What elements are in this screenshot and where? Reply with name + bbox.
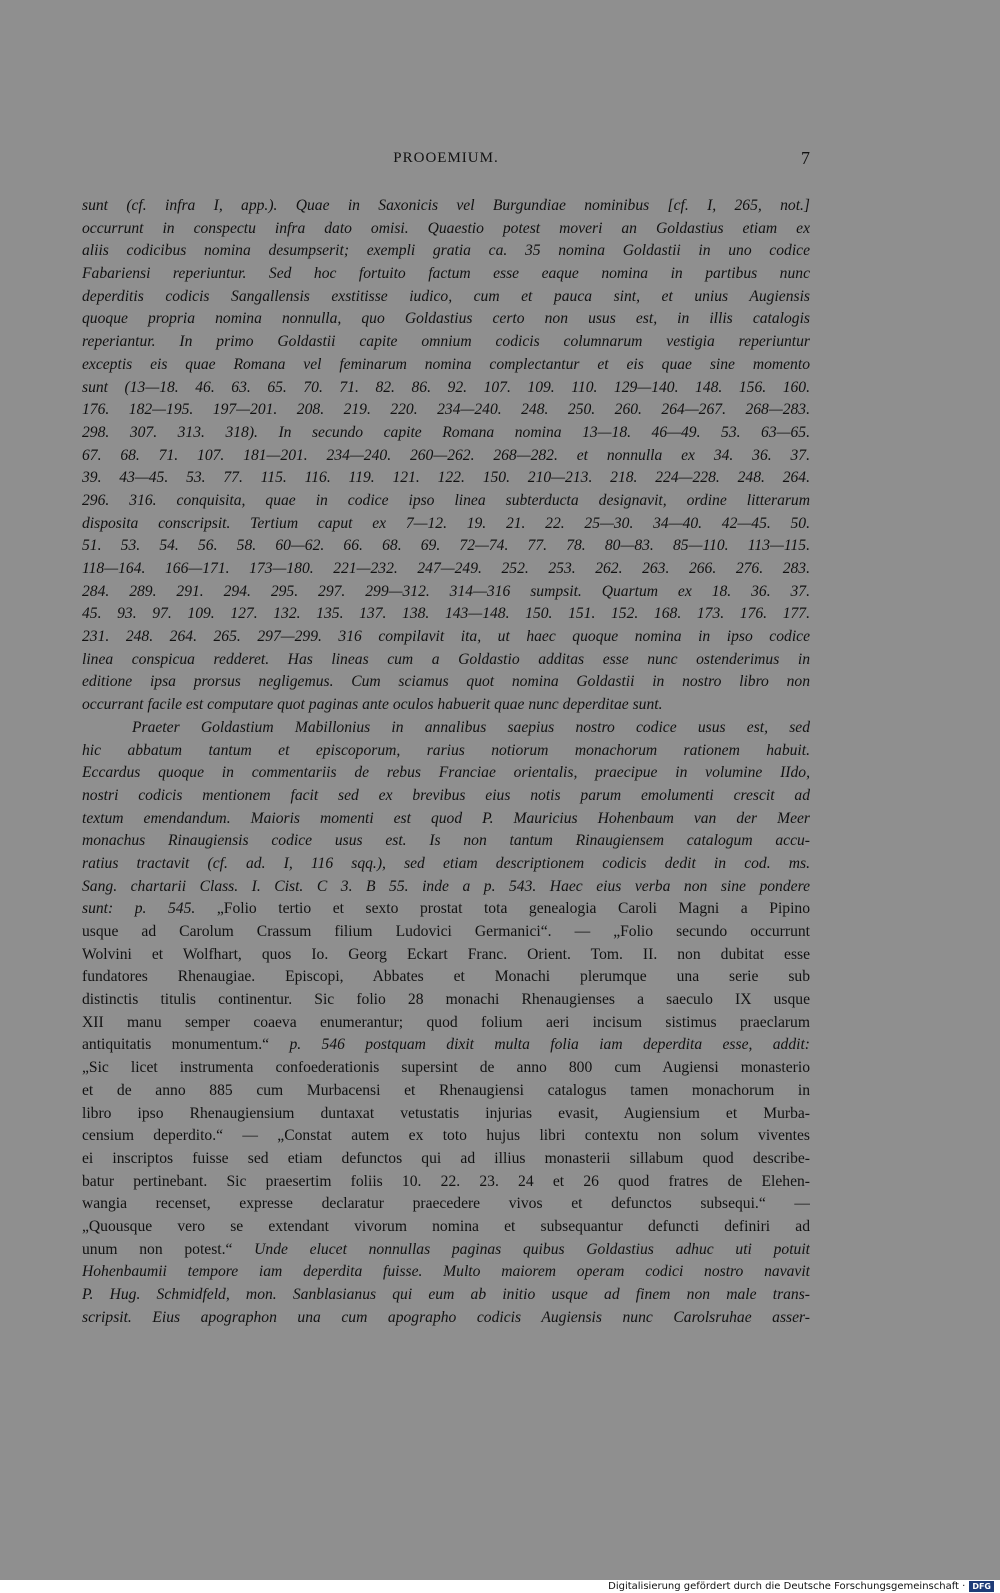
text-line: Wolvini et Wolfhart, quos Io. Georg Eckart Franc. Orient. Tom. II. non dubitat esse (82, 945, 810, 963)
text-line (82, 1239, 810, 1262)
text-line: P. Hug. Schmidfeld, mon. Sanblasianus qui eum ab initio usque ad finem non male trans- (82, 1286, 810, 1303)
text-line: XII manu semper coaeva enumerantur; quod folium aeri incisum sistimus praeclarum (82, 1013, 810, 1031)
text-line: quoque propria nomina nonnulla, quo Goldastius certo non usus est, in illis catalogis (82, 310, 810, 328)
text-line: reperiantur. In primo Goldastii capite omnium codicis columnarum vestigia reperiuntur (82, 333, 810, 351)
text-line: textum emendandum. Maioris momenti est quod P. Mauricius Hohenbaum van der Meer (82, 809, 810, 827)
text-line: sunt (cf. infra I, app.). Quae in Saxonicis vel Burgundiae nominibus [cf. I, 265, not.] (82, 197, 810, 214)
text-line: ratius tractavit (cf. ad. I, 116 sqq.), sed etiam descriptionem codicis dedit in cod. ms. (82, 854, 810, 872)
text-line: 39. 43—45. 53. 77. 115. 116. 119. 121. 122. 150. 210—213. 218. 224—228. 248. 264. (82, 469, 810, 487)
text-line (82, 1034, 810, 1057)
text-span: sunt: p. 545. (82, 900, 196, 918)
text-line (82, 898, 810, 921)
text-line: 67. 68. 71. 107. 181—201. 234—240. 260—262. 268—282. et nonnulla ex 34. 36. 37. (82, 446, 810, 464)
text-line: et de anno 885 cum Murbacensi et Rhenaugiensi catalogus tamen monachorum in (82, 1081, 810, 1099)
text-span: p. 546 postquam dixit multa folia iam deperdita esse, addit: (289, 1036, 810, 1054)
page-number: 7 (801, 148, 810, 168)
text-line: Fabariensi reperiuntur. Sed hoc fortuito factum esse eaque nomina in partibus nunc (82, 265, 810, 283)
text-line: disposita conscripsit. Tertium caput ex 7—12. 19. 21. 22. 25—30. 34—40. 42—45. 50. (82, 514, 810, 532)
text-line: occurrunt in conspectu infra dato omisi. Quaestio potest moveri an Goldastius etiam ex (82, 219, 810, 237)
running-head: PROOEMIUM. (393, 150, 499, 166)
text-line: Sang. chartarii Class. I. Cist. C 3. B 55. inde a p. 543. Haec eius verba non sine pondere (82, 877, 810, 895)
text-line: 51. 53. 54. 56. 58. 60—62. 66. 68. 69. 72—74. 77. 78. 80—83. 85—110. 113—115. (82, 537, 810, 555)
footer (608, 1580, 994, 1593)
text-line: ei inscriptos fuisse sed etiam defunctos qui ad illius monasterii sillabum quod describe- (82, 1149, 810, 1167)
text-line: 118—164. 166—171. 173—180. 221—232. 247—249. 252. 253. 262. 263. 266. 276. 283. (82, 560, 810, 577)
text-line: „Quousque vero se extendant vivorum nomina et subsequantur defuncti definiri ad (82, 1217, 810, 1235)
text-line: nostri codicis mentionem facit sed ex brevibus eius notis parum emolumenti crescit ad (82, 786, 810, 804)
text-line: sunt (13—18. 46. 63. 65. 70. 71. 82. 86. 92. 107. 109. 110. 129—140. 148. 156. 160. (82, 378, 810, 396)
text-line: exceptis eis quae Romana vel feminarum nomina complectantur et eis quae sine momento (82, 355, 810, 373)
text-line: libro ipso Rhenaugiensium duntaxat vetustatis injurias evasit, Augiensium et Murba- (82, 1104, 810, 1122)
text-line: usque ad Carolum Crassum filium Ludovici Germanici“. — „Folio secundo occurrunt (82, 923, 810, 940)
text-line: 296. 316. conquisita, quae in codice ipso linea subterducta designavit, ordine litterarum (82, 491, 810, 509)
text-line: scripsit. Eius apographon una cum apographo codicis Augiensis nunc Carolsruhae asser- (82, 1308, 810, 1326)
text-line: 298. 307. 313. 318). In secundo capite Romana nomina 13—18. 46—49. 53. 63—65. (82, 423, 810, 441)
text-line: 231. 248. 264. 265. 297—299. 316 compilavit ita, ut haec quoque nomina in ipso codice (82, 628, 810, 646)
text-line: 45. 93. 97. 109. 127. 132. 135. 137. 138. 143—148. 150. 151. 152. 168. 173. 176. 177. (82, 605, 810, 623)
text-line: 176. 182—195. 197—201. 208. 219. 220. 234—240. 248. 250. 260. 264—267. 268—283. (82, 401, 810, 419)
text-line: occurrant facile est computare quot paginas ante oculos habuerit quae nunc deperditae sunt. (82, 696, 663, 714)
text-line: „Sic licet instrumenta confoederationis supersint de anno 800 cum Augiensi monasterio (82, 1059, 810, 1077)
text-span: unum non potest.“ (82, 1240, 233, 1258)
body-text (82, 195, 810, 1329)
text-span: „Folio tertio et sexto prostat tota genealogia Caroli Magni a Pipino (216, 900, 810, 918)
text-line: Praeter Goldastium Mabillonius in annalibus saepius nostro codice usus est, sed (132, 718, 810, 736)
text-line: distinctis titulis continentur. Sic folio 28 monachi Rhenaugienses a saeculo IX usque (82, 991, 810, 1009)
text-line: 284. 289. 291. 294. 295. 297. 299—312. 314—316 sumpsit. Quartum ex 18. 36. 37. (82, 582, 810, 600)
text-span: Unde elucet nonnullas paginas quibus Goldastius adhuc uti potuit (254, 1240, 810, 1258)
paragraph-2 (82, 717, 810, 1330)
text-line: editione ipsa prorsus negligemus. Cum sciamus quot nomina Goldastii in nostro libro non (82, 673, 810, 691)
page-header (82, 150, 810, 174)
text-line: hic abbatum tantum et episcoporum, rarius notiorum monachorum rationem habuit. (82, 741, 810, 759)
dfg-logo-icon: DFG (969, 1581, 994, 1592)
text-line: aliis codicibus nomina desumpserit; exempli gratia ca. 35 nomina Goldastii in uno codice (82, 242, 810, 260)
text-line: deperditis codicis Sangallensis exstitisse iudico, cum et pauca sint, et unius Augiensis (82, 287, 810, 305)
text-line: Eccardus quoque in commentariis de rebus Franciae orientalis, praecipue in volumine IIdo, (82, 764, 810, 782)
text-line: batur pertinebant. Sic praesertim foliis 10. 22. 23. 24 et 26 quod fratres de Elehen- (82, 1172, 810, 1190)
text-line: monachus Rinaugiensis codice usus est. Is non tantum Rinaugiensem catalogum accu- (82, 832, 810, 850)
footer-text: Digitalisierung gefördert durch die Deutsche Forschungsgemeinschaft · (608, 1581, 966, 1592)
text-line: wangia recenset, expresse declaratur praecedere vivos et defunctos subsequi.“ — (82, 1195, 810, 1213)
text-span: antiquitatis monumentum.“ (82, 1036, 270, 1054)
text-line: censium deperdito.“ — „Constat autem ex toto hujus libri contextu non solum viventes (82, 1127, 810, 1145)
text-line: Hohenbaumii tempore iam deperdita fuisse. Multo maiorem operam codici nostro navavit (82, 1263, 810, 1281)
text-line: linea conspicua redderet. Has lineas cum a Goldastio additas esse nunc ostenderimus in (82, 650, 810, 668)
text-line: fundatores Rhenaugiae. Episcopi, Abbates et Monachi plerumque una serie sub (82, 968, 810, 986)
paragraph-1 (82, 195, 810, 717)
